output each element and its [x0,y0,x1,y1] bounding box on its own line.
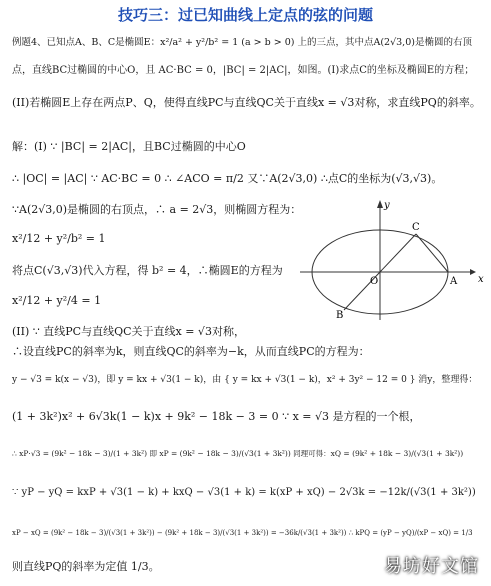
label-x: x [478,274,484,285]
solution-line-7: (II) ∵ 直线PC与直线QC关于直线x = √3对称， [12,325,245,338]
solution-line-3: ∵A(2√3,0)是椭圆的右顶点，∴ a = 2√3，则椭圆方程为： [12,203,302,216]
problem-line-2: 点，直线BC过椭圆的中心O，且 AC·BC = 0，|BC| = 2|AC|，如图。(I)求点C的坐标及椭圆E的方程； [12,65,475,76]
x-axis-arrow [470,269,476,275]
solution-line-6: x²/12 + y²/4 = 1 [12,294,102,307]
label-c: C [412,222,420,233]
solution-line-1: 解：(I) ∵ |BC| = 2|AC|，且BC过椭圆的中心O [12,140,246,153]
page-title: 技巧三：过已知曲线上定点的弦的问题 [117,6,373,24]
label-b: B [336,310,344,320]
solution-line-12: ∵ yP − yQ = kxP + √3(1 − k) + kxQ − √3(1 + k) = k(xP + xQ) − 2√3k = −12k/(√3(1 + 3k²)) [12,487,476,498]
watermark: 易坊好文馆 [384,556,479,577]
solution-line-5: 将点C(√3,√3)代入方程，得 b² = 4，∴椭圆E的方程为 [12,264,283,277]
solution-line-10: (1 + 3k²)x² + 6√3k(1 − k)x + 9k² − 18k − 3 = 0 ∵ x = √3 是方程的一个根， [12,410,421,423]
solution-line-4: x²/12 + y²/b² = 1 [12,232,106,245]
solution-line-13: xP − xQ = (9k² − 18k − 3)/(√3(1 + 3k²)) − (9k² + 18k − 3)/(√3(1 + 3k²)) = −36k/(√3(1 + 3k²)) ∴ kPQ = (yP − yQ)/(xP − xQ) = 1/3 [12,529,473,537]
ellipse-figure [300,196,486,320]
y-axis-arrow [377,200,383,208]
solution-line-14: 则直线PQ的斜率为定值 1/3。 [12,560,160,573]
label-o: O [370,276,379,287]
label-y: y [384,200,390,211]
label-a: A [450,276,458,287]
solution-line-8: ∴设直线PC的斜率为k，则直线QC的斜率为−k，从而直线PC的方程为： [12,345,370,358]
solution-line-11: ∴ xP·√3 = (9k² − 18k − 3)/(1 + 3k²) 即 xP = (9k² − 18k − 3)/(√3(1 + 3k²)) 同理可得：xQ = (9k² + 18k − 3)/(√3(1 + 3k²)) [12,449,464,458]
problem-line-1: 例题4、已知点A、B、C是椭圆E：x²/a² + y²/b² = 1 (a > b > 0) 上的三点，其中点A(2√3,0)是椭圆的右顶 [12,37,472,48]
chord-ac [416,234,448,272]
solution-line-9: y − √3 = k(x − √3)，即 y = kx + √3(1 − k)，由 { y = kx + √3(1 − k)，x² + 3y² − 12 = 0 } 消y，整理得： [12,375,478,385]
problem-line-3: (II)若椭圆E上存在两点P、Q，使得直线PC与直线QC关于直线x = √3对称，求直线PQ的斜率。 [12,96,481,109]
solution-line-2: ∴ |OC| = |AC| ∵ AC·BC = 0 ∴ ∠ACO = π/2 又∵A(2√3,0) ∴点C的坐标为(√3,√3)。 [12,172,443,185]
